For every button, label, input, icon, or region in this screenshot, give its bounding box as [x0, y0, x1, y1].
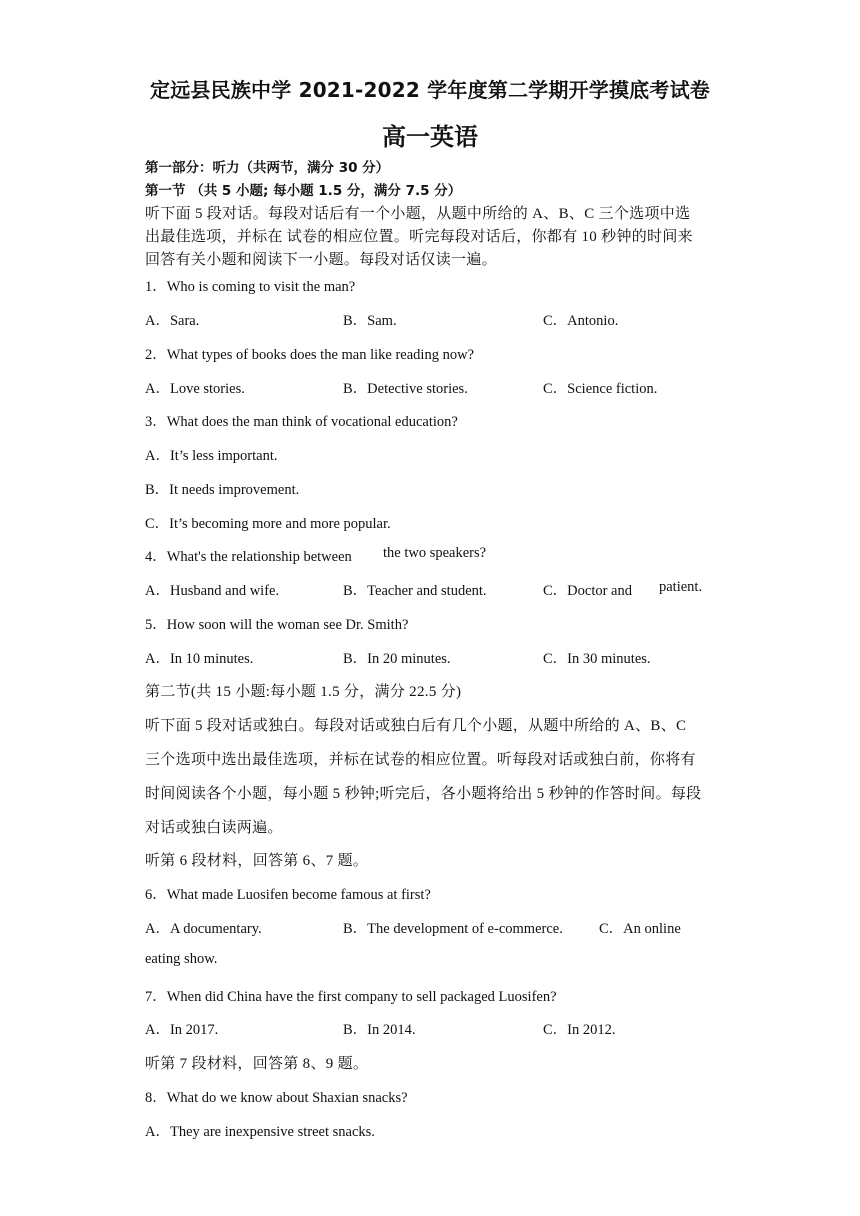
- option-b: B．It needs improvement.: [145, 482, 300, 498]
- option-c: C．In 30 minutes.: [543, 651, 651, 667]
- option-b: B．The development of e-commerce.: [343, 921, 563, 937]
- instruction-line: 听下面 5 段对话或独白。每段对话或独白后有几个小题，从题中所给的 A、B、C: [145, 718, 687, 734]
- option-c: C．Antonio.: [543, 313, 619, 329]
- material-6-note: 听第 6 段材料，回答第 6、7 题。: [145, 853, 369, 869]
- option-a: A．In 10 minutes.: [145, 651, 254, 667]
- question-5-stem: 5．How soon will the woman see Dr. Smith?: [145, 617, 409, 633]
- option-b: B．Detective stories.: [343, 381, 468, 397]
- option-c: C．An online: [599, 921, 681, 937]
- instruction-line: 出最佳选项，并标在 试卷的相应位置。听完每段对话后，你都有 10 秒钟的时间来: [145, 229, 693, 245]
- option-a: A．Love stories.: [145, 381, 245, 397]
- question-1-stem: 1．Who is coming to visit the man?: [145, 279, 356, 295]
- section2-heading: 第二节(共 15 小题:每小题 1.5 分，满分 22.5 分): [145, 684, 462, 700]
- instruction-line: 回答有关小题和阅读下一小题。每段对话仅读一遍。: [145, 252, 497, 268]
- option-b: B．Teacher and student.: [343, 583, 487, 599]
- question-6-stem: 6．What made Luosifen become famous at first?: [145, 887, 431, 903]
- option-a: A．In 2017.: [145, 1022, 219, 1038]
- option-b: B．In 2014.: [343, 1022, 416, 1038]
- option-c-cont: patient.: [659, 579, 703, 595]
- exam-subject: 高一英语: [382, 123, 478, 151]
- option-c-cont: eating show.: [145, 951, 218, 967]
- option-a: A．They are inexpensive street snacks.: [145, 1124, 375, 1140]
- section1-heading: 第一节 （共 5 小题; 每小题 1.5 分，满分 7.5 分）: [145, 183, 462, 199]
- part1-heading: 第一部分：听力（共两节，满分 30 分）: [145, 160, 390, 176]
- option-c: C．It’s becoming more and more popular.: [145, 516, 391, 532]
- question-2-stem: 2．What types of books does the man like reading now?: [145, 347, 474, 363]
- option-a: A．A documentary.: [145, 921, 262, 937]
- instruction-line: 听下面 5 段对话。每段对话后有一个小题，从题中所给的 A、B、C 三个选项中选: [145, 206, 691, 222]
- question-8-stem: 8．What do we know about Shaxian snacks?: [145, 1090, 408, 1106]
- option-a: A．Sara.: [145, 313, 200, 329]
- option-c: C．Science fiction.: [543, 381, 658, 397]
- stem-part: 4．What's the relationship between: [145, 549, 352, 565]
- question-3-stem: 3．What does the man think of vocational education?: [145, 414, 458, 430]
- instruction-line: 时间阅读各个小题，每小题 5 秒钟;听完后，各小题将给出 5 秒钟的作答时间。每段: [145, 786, 702, 802]
- instruction-line: 对话或独白读两遍。: [145, 820, 283, 836]
- material-7-note: 听第 7 段材料，回答第 8、9 题。: [145, 1056, 369, 1072]
- instruction-line: 三个选项中选出最佳选项，并标在试卷的相应位置。听每段对话或独白前，你将有: [145, 752, 696, 768]
- question-7-stem: 7．When did China have the first company to sell packaged Luosifen?: [145, 989, 557, 1005]
- option-c: C．Doctor and: [543, 583, 632, 599]
- option-b: B．In 20 minutes.: [343, 651, 451, 667]
- option-a: A．It’s less important.: [145, 448, 278, 464]
- option-a: A．Husband and wife.: [145, 583, 280, 599]
- option-c: C．In 2012.: [543, 1022, 616, 1038]
- option-b: B．Sam.: [343, 313, 397, 329]
- stem-part: the two speakers?: [383, 545, 487, 561]
- exam-title: 定远县民族中学 2021-2022 学年度第二学期开学摸底考试卷: [150, 78, 710, 102]
